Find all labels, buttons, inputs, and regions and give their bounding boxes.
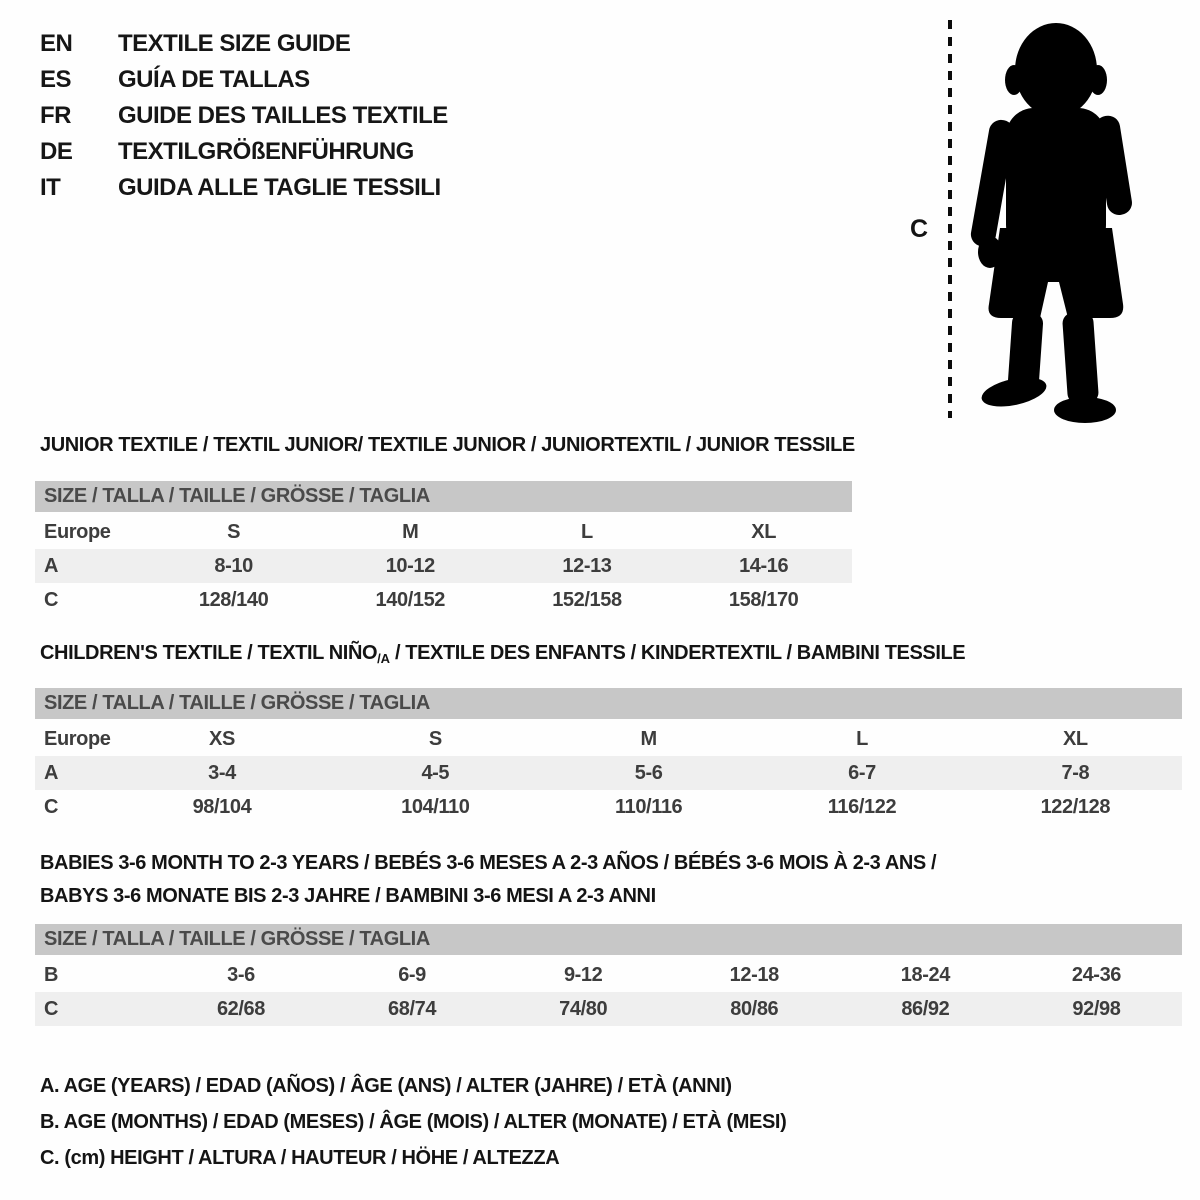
table-row <box>35 549 852 583</box>
size-cell: 158/170 <box>728 588 799 611</box>
babies-title-line1: BABIES 3-6 MONTH TO 2-3 YEARS / BEBÉS 3-6 MESES A 2-3 AÑOS / BÉBÉS 3-6 MOIS À 2-3 ANS / <box>40 852 937 874</box>
size-cell: 152/158 <box>552 588 622 611</box>
size-cell: 62/68 <box>216 997 265 1020</box>
lang-title: TEXTILGRÖßENFÜHRUNG <box>118 138 414 165</box>
lang-row-en <box>40 26 448 62</box>
lang-row-it <box>40 170 448 206</box>
size-cell: 9-12 <box>563 963 603 986</box>
lang-row-de <box>40 134 448 170</box>
row-label: A <box>44 761 59 784</box>
row-label: C <box>44 795 59 818</box>
size-cell: 8-10 <box>214 554 253 577</box>
lang-title: GUIDA ALLE TAGLIE TESSILI <box>118 174 441 201</box>
table-row <box>35 515 852 549</box>
lang-title: TEXTILE SIZE GUIDE <box>118 30 351 57</box>
table-row <box>35 583 852 617</box>
table-row <box>35 790 1182 824</box>
height-measure-figure <box>900 12 1180 432</box>
table-row <box>35 756 1182 790</box>
size-cell: 122/128 <box>1040 795 1111 818</box>
table-row <box>35 992 1182 1026</box>
size-cell: L <box>856 727 868 750</box>
lang-row-fr <box>40 98 448 134</box>
size-cell: 14-16 <box>739 554 789 577</box>
row-label: C <box>44 997 59 1020</box>
size-cell: 6-7 <box>848 761 876 784</box>
toddler-silhouette <box>964 16 1144 426</box>
table-row <box>35 958 1182 992</box>
lang-code: IT <box>40 174 61 201</box>
size-cell: S <box>428 727 442 750</box>
legend-line-b: B. AGE (MONTHS) / EDAD (MESES) / ÂGE (MOIS) / ALTER (MONATE) / ETÀ (MESI) <box>40 1111 787 1133</box>
children-title-sub: /A <box>377 651 390 666</box>
size-cell: 18-24 <box>900 963 950 986</box>
children-section-title <box>40 642 965 666</box>
row-label: Europe <box>44 520 111 543</box>
dashed-height-line <box>948 20 952 418</box>
measurement-legend <box>40 1068 786 1176</box>
size-cell: XL <box>751 520 777 543</box>
size-cell: 110/116 <box>614 795 683 818</box>
size-cell: 104/110 <box>401 795 470 818</box>
size-cell: XS <box>209 727 235 750</box>
lang-title: GUÍA DE TALLAS <box>118 66 310 93</box>
size-cell: 92/98 <box>1072 997 1121 1020</box>
legend-line-a: A. AGE (YEARS) / EDAD (AÑOS) / ÂGE (ANS) / ALTER (JAHRE) / ETÀ (ANNI) <box>40 1075 732 1097</box>
row-label: Europe <box>44 727 111 750</box>
size-cell: 12-18 <box>729 963 779 986</box>
babies-title-line2: BABYS 3-6 MONATE BIS 2-3 JAHRE / BAMBINI 3-6 MESI A 2-3 ANNI <box>40 885 656 907</box>
size-cell: 3-4 <box>208 761 236 784</box>
size-cell: XL <box>1062 727 1088 750</box>
size-cell: 140/152 <box>375 588 446 611</box>
babies-size-header-bar: SIZE / TALLA / TAILLE / GRÖSSE / TAGLIA <box>35 924 1182 955</box>
children-title-suffix: / TEXTILE DES ENFANTS / KINDERTEXTIL / BAMBINI TESSILE <box>389 642 966 664</box>
table-row <box>35 722 1182 756</box>
legend-line-c: C. (cm) HEIGHT / ALTURA / HAUTEUR / HÖHE / ALTEZZA <box>40 1147 560 1169</box>
size-cell: L <box>581 520 593 543</box>
lang-code: DE <box>40 138 73 165</box>
lang-title: GUIDE DES TAILLES TEXTILE <box>118 102 448 129</box>
size-cell: 24-36 <box>1071 963 1122 986</box>
size-cell: 4-5 <box>421 761 450 784</box>
size-cell: 10-12 <box>385 554 435 577</box>
children-size-table <box>35 688 1182 824</box>
row-label: A <box>44 554 59 577</box>
children-size-header-bar: SIZE / TALLA / TAILLE / GRÖSSE / TAGLIA <box>35 688 1182 719</box>
junior-size-table <box>35 481 852 617</box>
babies-section-title <box>40 847 936 913</box>
measure-c-label: C <box>910 215 929 243</box>
size-cell: 7-8 <box>1061 761 1090 784</box>
size-cell: 128/140 <box>198 588 269 611</box>
junior-size-header-bar: SIZE / TALLA / TAILLE / GRÖSSE / TAGLIA <box>35 481 852 512</box>
size-cell: 86/92 <box>901 997 950 1020</box>
size-cell: 68/74 <box>388 997 437 1020</box>
size-cell: 12-13 <box>562 554 612 577</box>
lang-row-es <box>40 62 448 98</box>
size-cell: 74/80 <box>559 997 608 1020</box>
size-cell: 6-9 <box>398 963 426 986</box>
size-cell: 3-6 <box>227 963 255 986</box>
size-cell: S <box>227 520 241 543</box>
junior-section-title: JUNIOR TEXTILE / TEXTIL JUNIOR/ TEXTILE JUNIOR / JUNIORTEXTIL / JUNIOR TESSILE <box>40 434 855 456</box>
size-cell: 5-6 <box>634 761 663 784</box>
lang-code: EN <box>40 30 73 57</box>
size-cell: 80/86 <box>730 997 779 1020</box>
size-cell: M <box>640 727 657 750</box>
babies-size-table <box>35 924 1182 1026</box>
lang-code: FR <box>40 102 71 129</box>
size-cell: 116/122 <box>827 795 897 818</box>
lang-code: ES <box>40 66 72 93</box>
size-cell: 98/104 <box>192 795 252 818</box>
language-title-list <box>40 26 448 206</box>
row-label: C <box>44 588 59 611</box>
size-cell: M <box>402 520 419 543</box>
row-label: B <box>44 963 59 986</box>
children-title-prefix: CHILDREN'S TEXTILE / TEXTIL NIÑO <box>40 642 378 664</box>
